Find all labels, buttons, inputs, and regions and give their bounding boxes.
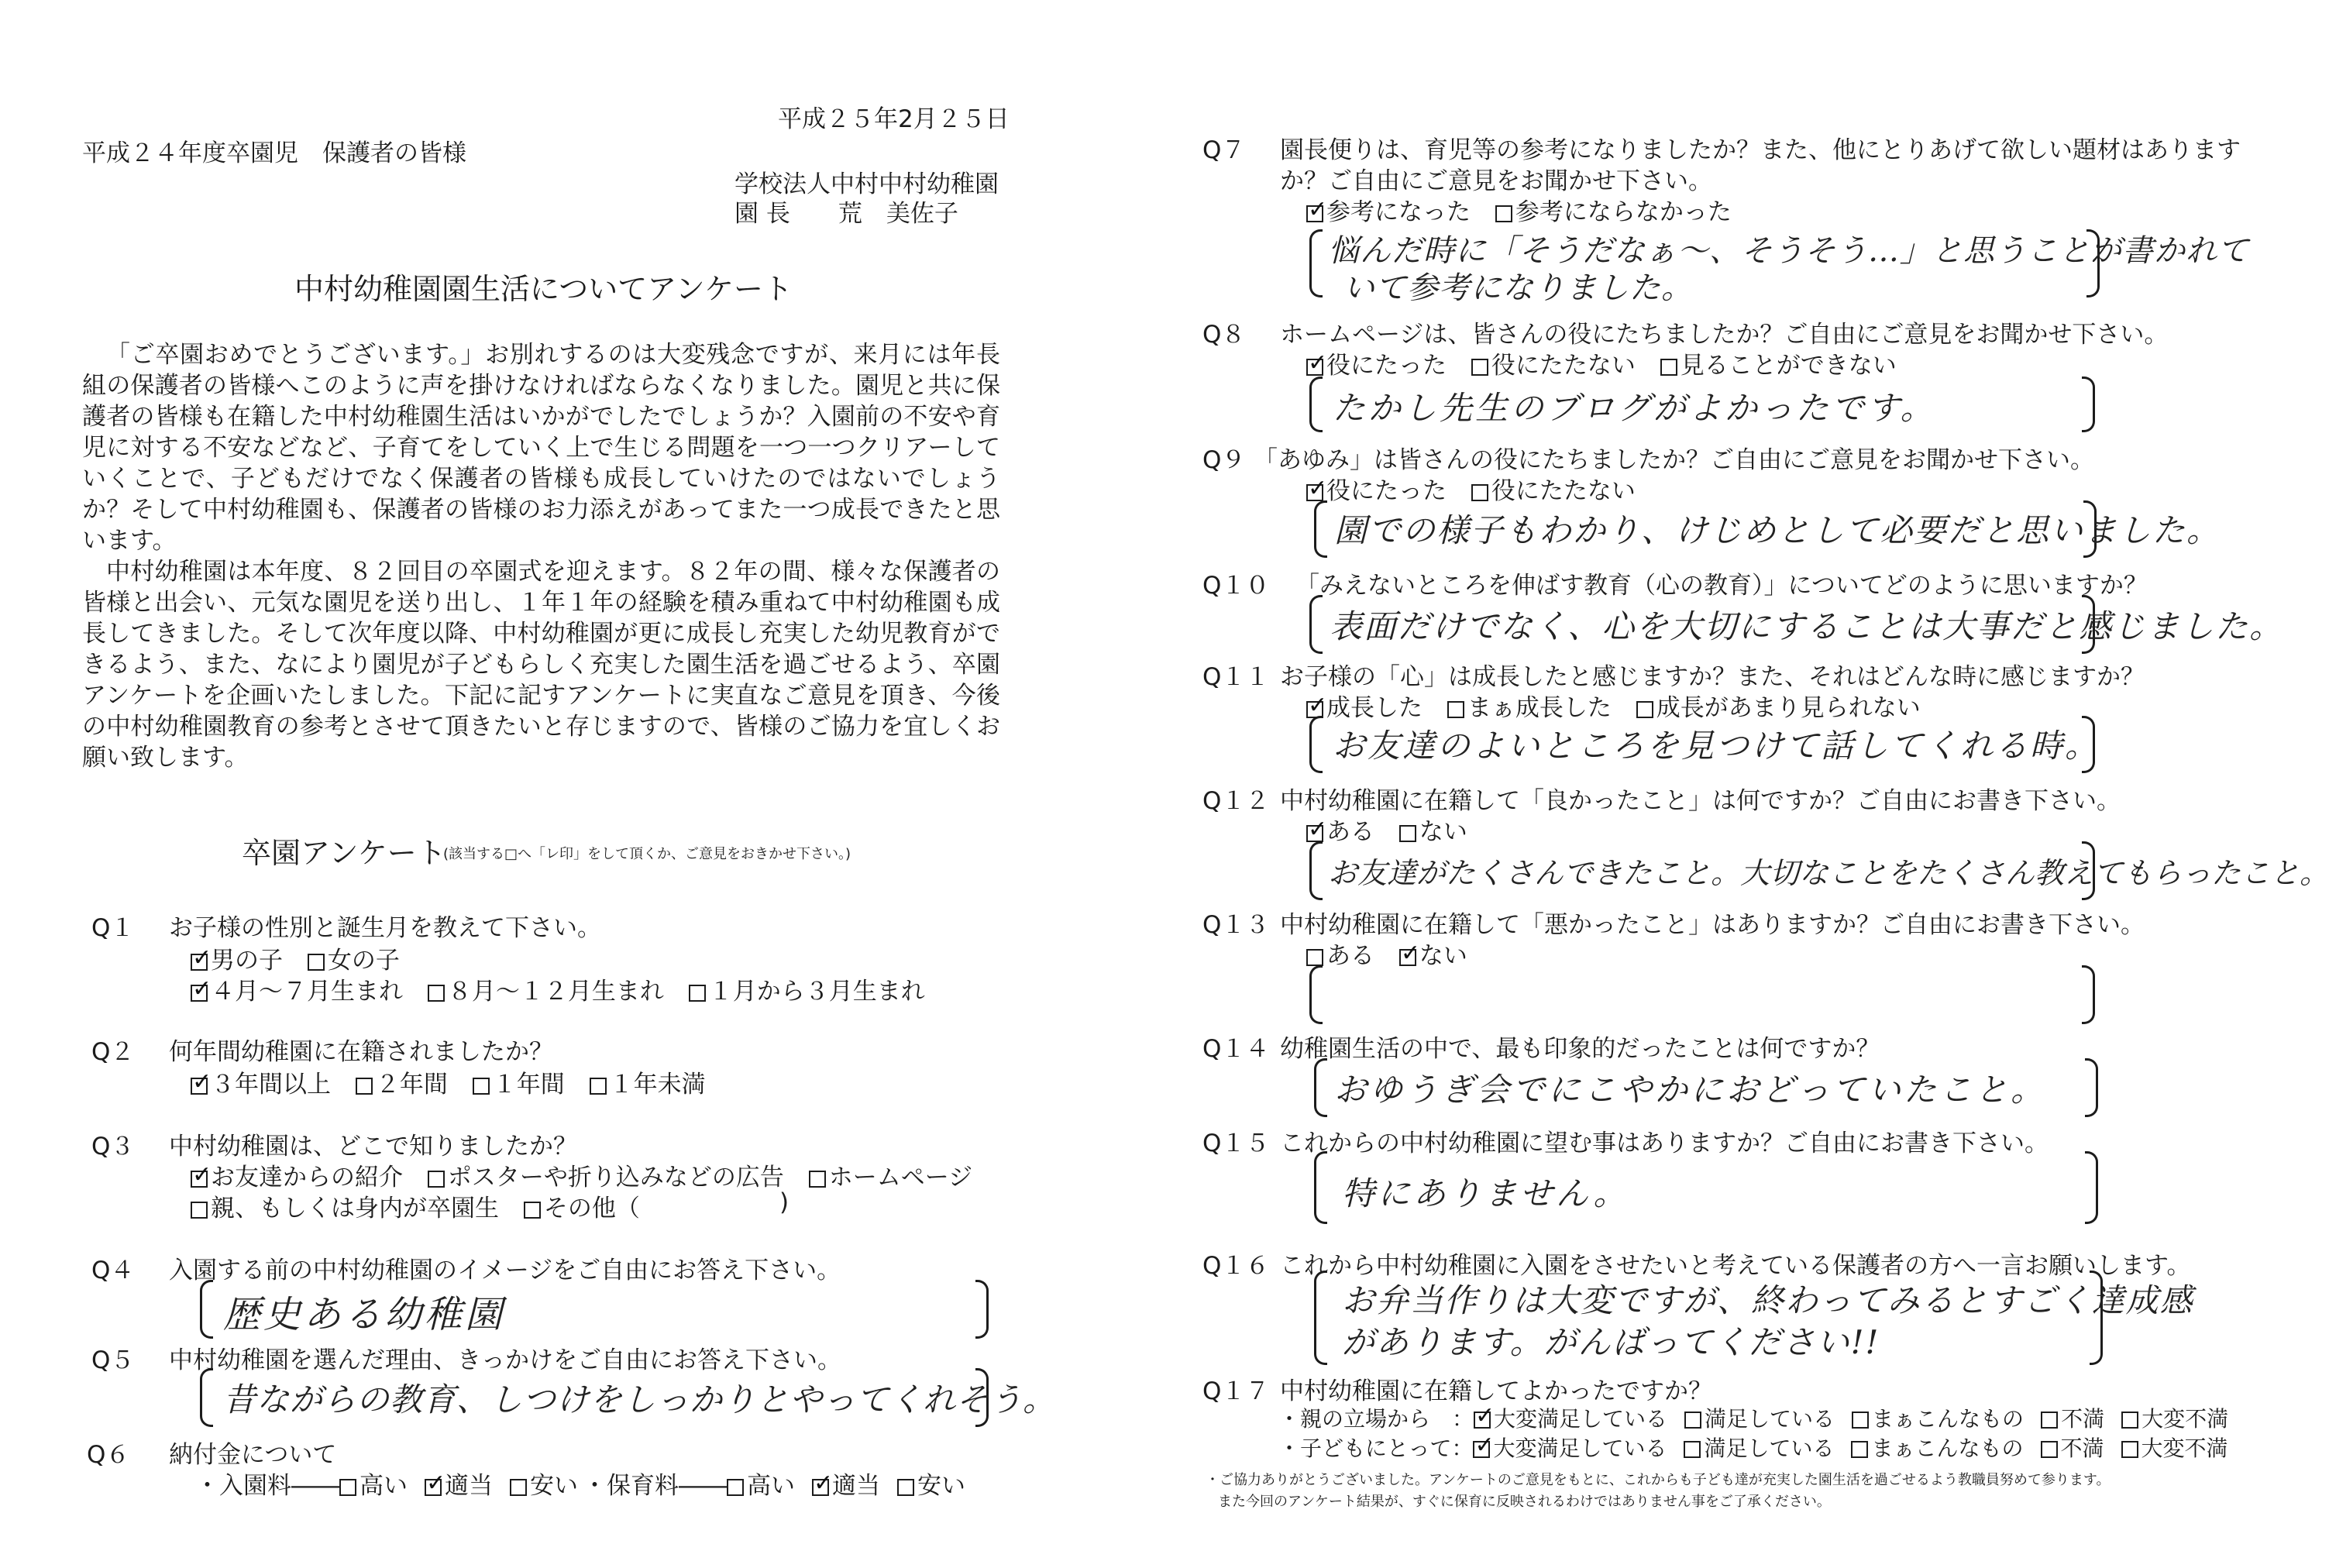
q9-answer-box[interactable] xyxy=(1314,500,2221,558)
q6-tuition-fee xyxy=(583,1466,982,1501)
checkbox[interactable] xyxy=(191,954,208,971)
q2-opt-3y[interactable]: ✓３年間以上 xyxy=(191,1071,331,1099)
q8-opt-cannot-see[interactable]: 見ることができない xyxy=(1660,352,1897,380)
checkbox[interactable] xyxy=(1852,1412,1869,1429)
q6-number: Q６ xyxy=(87,1441,130,1469)
q3-opt-ad[interactable]: ポスターや折り込みなどの広告 xyxy=(428,1164,784,1191)
checkbox[interactable] xyxy=(897,1479,914,1496)
q10-answer-box[interactable] xyxy=(1309,595,2284,654)
q17-parent-label: ・親の立場から ： xyxy=(1278,1406,1474,1432)
q16-answer-line1: お弁当作りは大変ですが、終わってみるとすごく達成感 xyxy=(1342,1281,2194,1319)
checkbox[interactable] xyxy=(2041,1441,2058,1458)
q1-opt-jan-mar[interactable]: １月から３月生まれ xyxy=(689,978,925,1006)
q17-text: 中村幼稚園に在籍してよかったですか？ xyxy=(1280,1377,1712,1405)
q6-tuition-label: ・保育料―― xyxy=(583,1472,727,1500)
q1-options-birth xyxy=(191,971,942,1006)
checkbox[interactable] xyxy=(1471,359,1488,376)
q6a-opt-high[interactable]: 高い xyxy=(339,1472,408,1500)
checkbox[interactable] xyxy=(308,954,325,971)
q12-answer: お友達がたくさんできたこと。大切なことをたくさん教えてもらったこと。 xyxy=(1328,856,2329,890)
q5-answer: 昔ながらの教育、しつけをしっかりとやってくれそう。 xyxy=(223,1381,1057,1418)
checkbox[interactable] xyxy=(2121,1412,2138,1429)
q5-answer-box[interactable] xyxy=(200,1368,1057,1427)
checkbox[interactable] xyxy=(1306,825,1323,842)
q7-opt-not-helpful[interactable]: 参考にならなかった xyxy=(1495,198,1732,226)
q7-answer-line1: 悩んだ時に「そうだなぁ〜、そうそう…」と思うことが書かれて xyxy=(1328,233,2249,269)
checkbox[interactable] xyxy=(812,1479,829,1496)
q5-number: Q５ xyxy=(91,1346,135,1374)
checkbox[interactable] xyxy=(809,1171,826,1188)
q17a-very-satisfied[interactable]: ✓ 大変満足している xyxy=(1474,1406,1667,1432)
checkbox[interactable] xyxy=(1851,1441,1868,1458)
q6-text: 納付金について xyxy=(169,1441,337,1469)
q6a-opt-fair[interactable]: ✓ 適当 xyxy=(425,1472,493,1500)
q2-opt-1y[interactable]: １年間 xyxy=(473,1071,565,1099)
q3-options-row1 xyxy=(191,1157,989,1192)
organization: 学校法人中村中村幼稚園 xyxy=(734,170,999,198)
checkbox[interactable] xyxy=(356,1078,373,1095)
q6b-opt-low[interactable]: 安い xyxy=(897,1472,965,1500)
page-title: 中村幼稚園園生活についてアンケート xyxy=(294,272,793,306)
q7-options xyxy=(1306,192,1749,227)
checkbox[interactable] xyxy=(1660,359,1677,376)
checkbox[interactable] xyxy=(191,1171,208,1188)
q4-answer: 歴史ある幼稚園 xyxy=(223,1293,506,1336)
q17b-very-dissatisfied[interactable]: 大変不満 xyxy=(2121,1436,2228,1461)
q15-number: Q１５ xyxy=(1202,1130,1270,1157)
q4-answer-box[interactable] xyxy=(200,1280,989,1339)
survey-note: (該当する□へ「レ印」をして頂くか、ご意見をおきかせ下さい。) xyxy=(443,846,851,862)
checkbox[interactable] xyxy=(339,1479,356,1496)
q7-answer-line2: いて参考になりました。 xyxy=(1343,270,1693,306)
q4-number: Q４ xyxy=(91,1257,135,1284)
q15-answer-box[interactable] xyxy=(1314,1151,2098,1224)
q2-options xyxy=(191,1064,723,1099)
q17a-dissatisfied[interactable]: 不満 xyxy=(2041,1406,2104,1432)
checkbox[interactable] xyxy=(2121,1441,2138,1458)
q14-answer: おゆうぎ会でにこやかにおどっていたこと。 xyxy=(1334,1071,2047,1109)
q11-answer: お友達のよいところを見つけて話してくれる時。 xyxy=(1333,727,2100,765)
q6-entrance-label: ・入園料―― xyxy=(195,1472,339,1500)
q6-entrance-fee xyxy=(195,1466,595,1501)
footer-note-2: また今回のアンケート結果が、すぐに保育に反映されるわけではありません事をご了承ください。 xyxy=(1218,1494,1831,1510)
q7-opt-helpful[interactable]: ✓参考になった xyxy=(1306,198,1471,226)
q11-answer-box[interactable] xyxy=(1309,716,2100,773)
q7-answer-box[interactable] xyxy=(1309,229,2249,306)
q3-options-row2 xyxy=(191,1188,657,1223)
principal: 園 長 荒 美佐子 xyxy=(734,200,958,228)
checkbox[interactable] xyxy=(727,1479,744,1496)
checkbox[interactable] xyxy=(1399,825,1416,842)
checkbox[interactable] xyxy=(1306,484,1323,501)
q12-number: Q１２ xyxy=(1202,787,1270,815)
q6a-opt-low[interactable]: 安い xyxy=(510,1472,578,1500)
q9-answer: 園での様子もわかり、けじめとして必要だと思いました。 xyxy=(1334,511,2221,549)
q8-options xyxy=(1306,346,1914,380)
q8-number: Q８ xyxy=(1202,321,1246,349)
q16-answer-line2: があります。がんばってください!! xyxy=(1342,1323,1880,1361)
q2-opt-2y[interactable]: ２年間 xyxy=(356,1071,448,1099)
q7-text-line2: か？ご自由にご意見をお聞かせ下さい。 xyxy=(1280,167,1712,195)
q3-opt-other[interactable]: その他（ xyxy=(524,1195,640,1222)
intro-paragraph-1: 「ご卒園おめでとうございます。」お別れするのは大変残念ですが、来月には年長組の保護者の皆様へこのように声を掛けなければならなくなりました。園児と共に保護者の皆様も在籍した中村幼稚園生活はいかがでしたでしょうか？入園前の不安や育児に対する不安などなど、子育てをしていく上で生じる問題を一つ一つクリアーしていくことで、子どもだけでなく保護者の皆様も成長していけたのではないでしょうか？そして中村幼稚園も、保護者の皆様のお力添えがあってまた一つ成長できたと思います。 xyxy=(82,341,1000,555)
checkbox[interactable] xyxy=(1306,949,1323,966)
q1-text: お子様の性別と誕生月を教えて下さい。 xyxy=(169,914,601,942)
q14-number: Q１４ xyxy=(1202,1035,1270,1063)
q1-options-gender xyxy=(191,940,417,975)
q11-number: Q１１ xyxy=(1202,663,1270,691)
q17b-so-so[interactable]: まぁこんなもの xyxy=(1851,1436,2023,1461)
checkbox[interactable] xyxy=(191,1078,208,1095)
q13-text: 中村幼稚園に在籍して「悪かったこと」はありますか？ご自由にお書き下さい。 xyxy=(1280,911,2145,939)
q8-answer-box[interactable] xyxy=(1309,377,2095,432)
q16-text: これから中村幼稚園に入園をさせたいと考えている保護者の方へ一言お願いします。 xyxy=(1280,1252,2191,1280)
q1-number: Q１ xyxy=(91,914,135,942)
q13-answer-box[interactable] xyxy=(1309,965,2095,1024)
q17-parent-row xyxy=(1278,1402,2245,1433)
q14-answer-box[interactable] xyxy=(1314,1058,2098,1117)
q17b-satisfied[interactable]: 満足している xyxy=(1684,1436,1834,1461)
q8-answer: たかし先生のブログがよかったです。 xyxy=(1333,389,1936,427)
q3-text: 中村幼稚園は、どこで知りましたか？ xyxy=(169,1133,577,1161)
q17-number: Q１７ xyxy=(1202,1377,1270,1405)
q5-text: 中村幼稚園を選んだ理由、きっかけをご自由にお答え下さい。 xyxy=(169,1346,841,1374)
checkbox[interactable] xyxy=(524,1202,541,1219)
q17-child-row xyxy=(1278,1432,2245,1463)
checkbox[interactable] xyxy=(425,1479,442,1496)
q17a-satisfied[interactable]: 満足している xyxy=(1684,1406,1835,1432)
footer-note-1: ・ご協力ありがとうございました。アンケートのご意見をもとに、これからも子ども達が充実した園生活を過ごせるよう教職員努めて参ります。 xyxy=(1206,1472,2111,1488)
checkbox[interactable] xyxy=(2041,1412,2058,1429)
q9-text: 「あゆみ」は皆さんの役にたちましたか？ご自由にご意見をお聞かせ下さい。 xyxy=(1254,446,2094,474)
checkbox[interactable] xyxy=(191,985,208,1002)
q16-number: Q１６ xyxy=(1202,1252,1270,1280)
q13-opt-no[interactable]: ✓ ない xyxy=(1399,942,1467,970)
q3-other-close: ) xyxy=(779,1188,790,1216)
date: 平成２５年2月２５日 xyxy=(778,105,1010,133)
q13-number: Q１３ xyxy=(1202,911,1270,939)
q1-opt-aug-dec[interactable]: ８月～１２月生まれ xyxy=(428,978,664,1006)
checkbox[interactable] xyxy=(428,1171,445,1188)
q7-text-line1: 園長便りは、育児等の参考になりましたか？また、他にとりあげて欲しい題材はあります xyxy=(1280,136,2241,164)
q11-opt-somewhat[interactable]: まぁ成長した xyxy=(1447,694,1612,722)
q1-opt-girl[interactable]: 女の子 xyxy=(308,947,400,975)
q14-text: 幼稚園生活の中で、最も印象的だったことは何ですか？ xyxy=(1280,1035,1880,1063)
checkbox[interactable] xyxy=(590,1078,607,1095)
q3-opt-family[interactable]: 親、もしくは身内が卒園生 xyxy=(191,1195,499,1222)
q16-answer-box[interactable] xyxy=(1314,1271,2194,1365)
q2-number: Q２ xyxy=(91,1038,135,1066)
checkbox[interactable] xyxy=(1684,1412,1701,1429)
q12-opt-yes[interactable]: ✓ある xyxy=(1306,818,1374,846)
checkbox[interactable] xyxy=(191,1202,208,1219)
q8-opt-not-useful[interactable]: 役にたたない xyxy=(1471,352,1636,380)
checkbox[interactable] xyxy=(1399,949,1416,966)
q3-opt-friend[interactable]: ✓お友達からの紹介 xyxy=(191,1164,403,1191)
q17-child-label: ・子どもにとって： xyxy=(1278,1436,1474,1461)
q2-opt-lt1y[interactable]: １年未満 xyxy=(590,1071,706,1099)
checkbox[interactable] xyxy=(473,1078,490,1095)
checkbox[interactable] xyxy=(1471,484,1488,501)
q9-opt-not-useful[interactable]: 役にたたない xyxy=(1471,477,1636,505)
checkbox[interactable] xyxy=(689,985,706,1002)
q8-opt-useful[interactable]: ✓役にたった xyxy=(1306,352,1447,380)
q1-opt-apr-jul[interactable]: ✓４月～７月生まれ xyxy=(191,978,403,1006)
q12-opt-no[interactable]: ない xyxy=(1399,818,1467,846)
q17a-very-dissatisfied[interactable]: 大変不満 xyxy=(2121,1406,2228,1432)
q9-opt-useful[interactable]: ✓役にたった xyxy=(1306,477,1447,505)
q17b-very-satisfied[interactable]: ✓ 大変満足している xyxy=(1473,1436,1667,1461)
q1-opt-boy[interactable]: ✓男の子 xyxy=(191,947,283,975)
q13-opt-yes[interactable]: ある xyxy=(1306,942,1374,970)
checkbox[interactable] xyxy=(1495,205,1512,222)
intro-paragraph-2: 中村幼稚園は本年度、８２回目の卒園式を迎えます。８２年の間、様々な保護者の皆様と出会い、元気な園児を送り出し、１年１年の経験を積み重ねて中村幼稚園も成長してきました。そして次年度以降、中村幼稚園が更に成長し充実した幼児教育ができるよう、また、なにより園児が子どもらしく充実した園生活を過ごせるよう、卒園アンケートを企画いたしました。下記に記すアンケートに実直なご意見を頂き、今後の中村幼稚園教育の参考とさせて頂きたいと存じますので、皆様のご協力を宜しくお願い致します。 xyxy=(82,558,1000,772)
checkbox[interactable] xyxy=(1474,1412,1491,1429)
q11-text: お子様の「心」は成長したと感じますか？また、それはどんな時に感じますか？ xyxy=(1280,663,2145,691)
q3-number: Q３ xyxy=(91,1133,135,1161)
q4-text: 入園する前の中村幼稚園のイメージをご自由にお答え下さい。 xyxy=(169,1257,841,1284)
q17b-dissatisfied[interactable]: 不満 xyxy=(2041,1436,2104,1461)
checkbox[interactable] xyxy=(510,1479,527,1496)
q11-opt-grew[interactable]: ✓成長した xyxy=(1306,694,1423,722)
checkbox[interactable] xyxy=(1306,359,1323,376)
q2-text: 何年間幼稚園に在籍されましたか？ xyxy=(169,1038,553,1066)
q10-text: 「みえないところを伸ばす教育（心の教育）」についてどのように思いますか？ xyxy=(1295,572,2148,600)
q11-opt-not-much[interactable]: 成長があまり見られない xyxy=(1636,694,1921,722)
q7-number: Q７ xyxy=(1202,136,1246,164)
checkbox[interactable] xyxy=(428,985,445,1002)
checkbox[interactable] xyxy=(1473,1441,1490,1458)
addressee: 平成２４年度卒園児 保護者の皆様 xyxy=(82,139,466,167)
checkbox[interactable] xyxy=(1306,205,1323,222)
checkbox[interactable] xyxy=(1684,1441,1701,1458)
q10-answer: 表面だけでなく、心を大切にすることは大事だと感じました。 xyxy=(1330,607,2284,645)
q15-answer: 特にありません。 xyxy=(1342,1174,1629,1212)
q3-opt-homepage[interactable]: ホームページ xyxy=(809,1164,972,1191)
q8-text: ホームページは、皆さんの役にたちましたか？ご自由にご意見をお聞かせ下さい。 xyxy=(1280,321,2169,349)
q12-answer-box[interactable] xyxy=(1309,841,2329,900)
q6b-opt-high[interactable]: 高い xyxy=(727,1472,795,1500)
q15-text: これからの中村幼稚園に望む事はありますか？ご自由にお書き下さい。 xyxy=(1280,1130,2049,1157)
intro-text xyxy=(82,339,1000,773)
q9-number: Q９ xyxy=(1202,446,1246,474)
survey-title: 卒園アンケート xyxy=(242,836,446,870)
q12-text: 中村幼稚園に在籍して「良かったこと」は何ですか？ご自由にお書き下さい。 xyxy=(1280,787,2121,815)
q17a-so-so[interactable]: まぁこんなもの xyxy=(1852,1406,2024,1432)
q6b-opt-fair[interactable]: ✓ 適当 xyxy=(812,1472,880,1500)
q10-number: Q１０ xyxy=(1202,572,1270,600)
